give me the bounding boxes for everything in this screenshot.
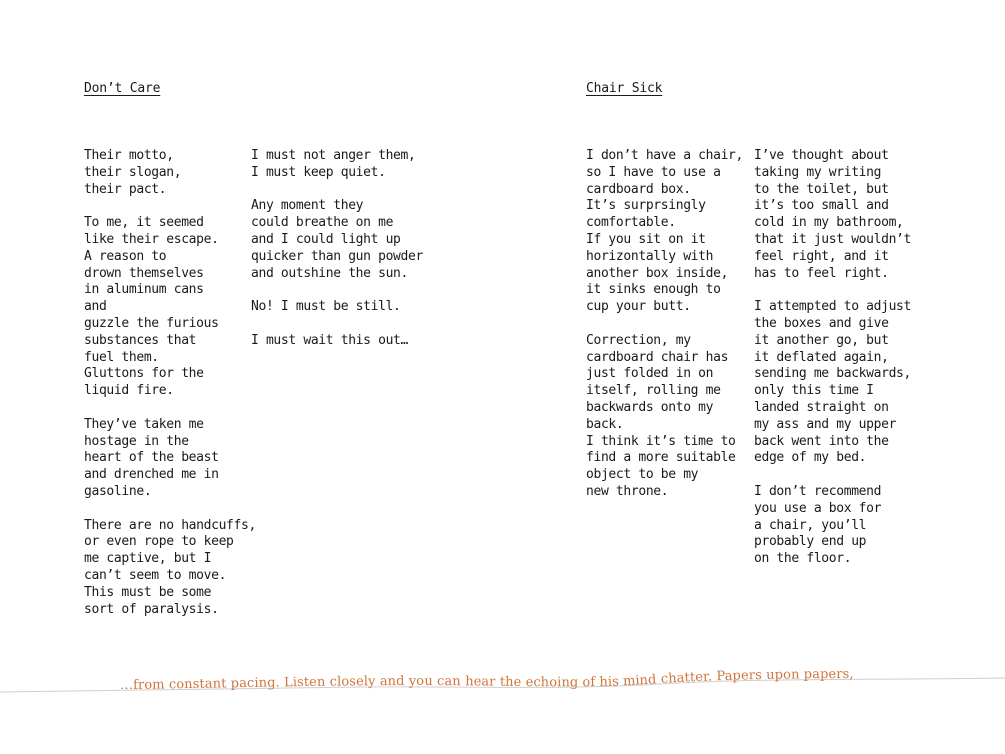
poem-line: cup your butt. [586, 299, 691, 315]
poem-line: To me, it seemed [84, 215, 204, 231]
poem-line: their slogan, [84, 164, 182, 180]
poem-line: comfortable. [586, 215, 676, 231]
stanza [754, 148, 911, 282]
poem-line: object to be my [586, 467, 699, 483]
stanza [251, 299, 423, 316]
poem-line: and drenched me in [84, 467, 219, 483]
poem-line: No! I must be still. [251, 299, 401, 315]
stanza [586, 148, 743, 316]
poem-title-right: Chair Sick [586, 81, 663, 96]
stanza [251, 333, 423, 350]
poem-line: a chair, you’ll [754, 517, 867, 533]
poem-line: that it just wouldn’t [754, 231, 912, 247]
poem-line: A reason to [84, 248, 167, 264]
poem-line: horizontally with [586, 248, 714, 264]
poem-line: only this time I [754, 383, 874, 399]
poem-line: I must not anger them, [251, 148, 416, 163]
poem-line: and outshine the sun. [251, 265, 409, 281]
poem-line: quicker than gun powder [251, 248, 423, 264]
poem-line: can’t seem to move. [84, 567, 227, 583]
poem-line: their pact. [84, 181, 167, 197]
poem-line: There are no handcuffs, [84, 517, 256, 533]
poem-line: itself, rolling me [586, 383, 721, 399]
stanza [586, 333, 743, 501]
footer-text: …from constant pacing. Listen closely and you can hear the echoing of his mind chatter. Papers upon papers, [119, 666, 854, 694]
poem-column-right-1 [586, 148, 743, 501]
poem-line: sort of paralysis. [84, 601, 219, 617]
poem-line: I think it’s time to [586, 433, 736, 449]
poem-line: backwards onto my [586, 399, 714, 415]
poem-line: it another go, but [754, 332, 889, 348]
poem-line: feel right, and it [754, 248, 889, 264]
poem-line: my ass and my upper [754, 416, 897, 432]
poem-line: probably end up [754, 534, 867, 550]
poem-line: it’s too small and [754, 198, 889, 214]
poem-line: and [84, 299, 107, 315]
poem-line: If you sit on it [586, 231, 706, 247]
stanza [251, 148, 423, 182]
poem-line: find a more suitable [586, 450, 736, 466]
poem-line: it deflated again, [754, 349, 889, 365]
poem-line: gasoline. [84, 483, 152, 499]
poem-line: taking my writing [754, 164, 882, 180]
poem-line: me captive, but I [84, 551, 212, 567]
poem-line: it sinks enough to [586, 282, 721, 298]
poem-line: could breathe on me [251, 215, 394, 231]
stanza [754, 484, 911, 568]
poem-line: cardboard box. [586, 181, 691, 197]
poem-line: another box inside, [586, 265, 729, 281]
poem-line: I’ve thought about [754, 148, 889, 163]
poem-line: liquid fire. [84, 383, 174, 399]
poem-line: to the toilet, but [754, 181, 889, 197]
poem-column-left-1 [84, 148, 256, 618]
poem-line: just folded in on [586, 366, 714, 382]
poem-title-left: Don’t Care [84, 81, 161, 96]
poem-line: has to feel right. [754, 265, 889, 281]
poem-line: substances that [84, 332, 197, 348]
poem-line: Any moment they [251, 198, 364, 214]
poem-line: the boxes and give [754, 315, 889, 331]
stanza [84, 148, 256, 198]
poem-line: on the floor. [754, 551, 852, 567]
footer-wavy-text [0, 650, 1005, 710]
poem-line: or even rope to keep [84, 534, 234, 550]
poem-line: you use a box for [754, 500, 882, 516]
stanza [84, 215, 256, 400]
poem-column-right-2 [754, 148, 911, 568]
poem-line: in aluminum cans [84, 282, 204, 298]
stanza [251, 198, 423, 282]
poem-line: This must be some [84, 584, 212, 600]
stanza [84, 518, 256, 619]
poem-line: I must keep quiet. [251, 164, 386, 180]
poem-line: edge of my bed. [754, 450, 867, 466]
poem-line: so I have to use a [586, 164, 721, 180]
poem-line: new throne. [586, 483, 669, 499]
poem-line: drown themselves [84, 265, 204, 281]
poem-line: Their motto, [84, 148, 174, 163]
poem-line: I don’t have a chair, [586, 148, 744, 163]
poem-line: heart of the beast [84, 450, 219, 466]
poem-column-left-2 [251, 148, 423, 350]
poem-line: sending me backwards, [754, 366, 912, 382]
poem-line: Gluttons for the [84, 366, 204, 382]
poem-line: I must wait this out… [251, 332, 409, 348]
poem-line: back. [586, 416, 624, 432]
poem-line: like their escape. [84, 231, 219, 247]
poem-line: Correction, my [586, 332, 691, 348]
poem-line: landed straight on [754, 399, 889, 415]
poem-line: cold in my bathroom, [754, 215, 904, 231]
poem-line: back went into the [754, 433, 889, 449]
stanza [754, 299, 911, 467]
poem-line: guzzle the furious [84, 315, 219, 331]
poem-line: They’ve taken me [84, 416, 204, 432]
poem-line: It’s surprsingly [586, 198, 706, 214]
poem-line: fuel them. [84, 349, 159, 365]
poem-line: cardboard chair has [586, 349, 729, 365]
poem-line: hostage in the [84, 433, 189, 449]
poem-line: I attempted to adjust [754, 299, 912, 315]
poem-line: I don’t recommend [754, 483, 882, 499]
poem-line: and I could light up [251, 231, 401, 247]
stanza [84, 417, 256, 501]
